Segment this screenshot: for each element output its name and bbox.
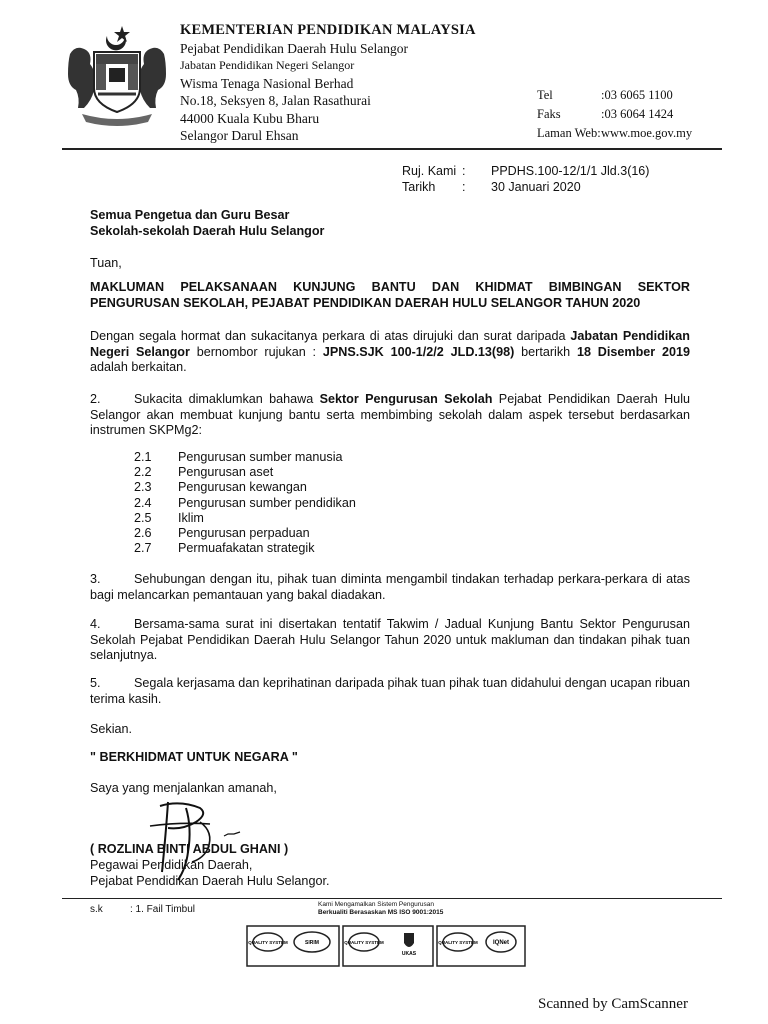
- date-colon: :: [462, 180, 466, 194]
- recipient-block: [90, 208, 324, 239]
- subject-heading: [90, 280, 690, 311]
- paragraph-3: [90, 572, 690, 603]
- ref-label: Ruj. Kami: [402, 164, 457, 178]
- p1-text: Dengan segala hormat dan sukacitanya perkara di atas dirujuki dan surat daripada: [90, 329, 571, 343]
- p5-text: Segala kerjasama dan keprihatinan daripada pihak tuan pihak tuan didahului dengan ucapan ribuan terima kasih.: [90, 676, 690, 706]
- paragraph-5: [90, 676, 690, 707]
- list-text: Pengurusan aset: [178, 465, 274, 480]
- tel-value: :03 6065 1100: [601, 88, 673, 102]
- list-item: [134, 450, 356, 465]
- sk-value: : 1. Fail Timbul: [130, 904, 196, 915]
- signer-name: ( ROZLINA BINTI ABDUL GHANI ): [90, 842, 289, 856]
- list-item: [134, 526, 356, 541]
- p1-bold-date: 18 Disember 2019: [576, 344, 691, 359]
- address-line: Selangor Darul Ehsan: [180, 128, 299, 143]
- badge-label: IQNet: [492, 940, 510, 946]
- organization-name: KEMENTERIAN PENDIDIKAN MALAYSIA: [180, 22, 476, 38]
- copy-to: [90, 904, 195, 915]
- salutation: Tuan,: [90, 256, 122, 270]
- badge-label: QUALITY SYSTEM: [344, 940, 384, 945]
- reference-block: [402, 163, 649, 195]
- list-item: [134, 496, 356, 511]
- paragraph-4: [90, 617, 690, 664]
- list-text: Pengurusan sumber manusia: [178, 450, 343, 464]
- list-item: [134, 480, 356, 495]
- list-text: Pengurusan sumber pendidikan: [178, 495, 356, 510]
- fax-label: Faks: [537, 107, 561, 121]
- date-label: Tarikh: [402, 180, 436, 194]
- p1-bold-department: Jabatan Pendidikan Negeri Selangor: [90, 329, 691, 359]
- motto: " BERKHIDMAT UNTUK NEGARA ": [90, 750, 298, 764]
- closing: Sekian.: [90, 722, 133, 736]
- ref-value: PPDHS.100-12/1/1 Jld.3(16): [491, 164, 650, 178]
- list-number: 2.4: [134, 495, 152, 510]
- para-number: 4.: [90, 617, 101, 631]
- list-number: 2.3: [134, 480, 152, 495]
- p3-text: Sehubungan dengan itu, pihak tuan diminta mengambil tindakan terhadap perkara-perkara di atas bagi melancarkan pemantauan yang bakal diadakan.: [90, 572, 690, 602]
- trust-line: Saya yang menjalankan amanah,: [90, 781, 277, 795]
- p1-text: bernombor rujukan :: [189, 344, 323, 359]
- iso-statement: [318, 901, 443, 917]
- para-number: 3.: [90, 572, 101, 586]
- address-line: Jabatan Pendidikan Negeri Selangor: [180, 58, 355, 72]
- list-text: Iklim: [178, 510, 204, 525]
- p1-text: adalah berkaitan.: [90, 360, 187, 375]
- date-value: 30 Januari 2020: [491, 180, 581, 194]
- address-line: 44000 Kuala Kubu Bharu: [180, 110, 320, 126]
- sk-label: s.k: [90, 904, 103, 915]
- list-number: 2.6: [134, 526, 152, 541]
- list-number: 2.2: [134, 465, 152, 480]
- p4-text: Bersama-sama surat ini disertakan tentatif Takwim / Jadual Kunjung Bantu Sektor Pengurusan Sekolah Pejabat Pendidikan Daerah Hulu Selangor Tahun 2020 untuk makluman dan tindakan pihak tuan selanjutnya.: [90, 617, 690, 663]
- p1-text: bertarikh: [514, 344, 577, 359]
- web-label: Laman Web:: [537, 126, 601, 140]
- list-text: Pengurusan perpaduan: [178, 526, 310, 541]
- certification-logos: [246, 925, 526, 979]
- signer-office: Pejabat Pendidikan Daerah Hulu Selangor.: [90, 874, 330, 888]
- badge-label: UKAS: [401, 951, 417, 957]
- signer-title: Pegawai Pendidikan Daerah,: [90, 858, 253, 872]
- iso-line: Berkualiti Berasaskan MS ISO 9001:2015: [318, 909, 444, 916]
- address-line: Pejabat Pendidikan Daerah Hulu Selangor: [180, 40, 408, 56]
- web-value: www.moe.gov.my: [601, 126, 693, 140]
- p2-text: Sukacita dimaklumkan bahawa: [134, 392, 320, 406]
- aspect-list: [134, 450, 356, 556]
- list-item: [134, 465, 356, 480]
- footer-divider: [62, 898, 722, 899]
- list-item: [134, 511, 356, 526]
- scanner-watermark: Scanned by CamScanner: [538, 996, 688, 1012]
- p2-text: Pejabat Pendidikan Daerah Hulu Selangor akan membuat kunjung bantu serta membimbing sekolah dalam aspek tersebut berdasarkan instrumen SKPMg2:: [90, 392, 690, 438]
- badge-label: QUALITY SYSTEM: [438, 940, 478, 945]
- badge-label: QUALITY SYSTEM: [248, 940, 288, 945]
- list-number: 2.5: [134, 510, 152, 525]
- ref-colon: :: [462, 164, 466, 178]
- recipient-line: Sekolah-sekolah Daerah Hulu Selangor: [90, 223, 325, 238]
- certification-badges-icon: [246, 925, 526, 979]
- para-number: 5.: [90, 676, 101, 690]
- address-line: Wisma Tenaga Nasional Berhad: [180, 75, 354, 91]
- list-text: Pengurusan kewangan: [178, 480, 307, 495]
- list-text: Permuafakatan strategik: [178, 541, 315, 556]
- list-item: [134, 541, 356, 556]
- address-line: No.18, Seksyen 8, Jalan Rasathurai: [180, 93, 371, 108]
- tel-label: Tel: [537, 88, 553, 102]
- badge-label: SIRIM: [305, 940, 319, 946]
- letterhead-address: [180, 22, 476, 145]
- recipient-line: Semua Pengetua dan Guru Besar: [90, 208, 290, 222]
- header-divider: [62, 148, 722, 150]
- para-number: 2.: [90, 392, 101, 406]
- fax-value: :03 6064 1424: [601, 107, 674, 121]
- p1-bold-reference: JPNS.SJK 100-1/2/2 JLD.13(98): [322, 344, 515, 359]
- coat-of-arms-icon: [62, 24, 172, 128]
- list-number: 2.1: [134, 450, 152, 464]
- subject-line: MAKLUMAN PELAKSANAAN KUNJUNG BANTU DAN KHIDMAT BIMBINGAN SEKTOR: [90, 280, 690, 294]
- iso-line: Kami Mengamalkan Sistem Pengurusan: [318, 901, 434, 908]
- subject-line: PENGURUSAN SEKOLAH, PEJABAT PENDIDIKAN DAERAH HULU SELANGOR TAHUN 2020: [90, 295, 641, 310]
- paragraph-2: [90, 392, 690, 439]
- list-number: 2.7: [134, 541, 152, 556]
- paragraph-1: [90, 329, 690, 376]
- p2-bold-sector: Sektor Pengurusan Sekolah: [319, 392, 493, 406]
- contact-block: [537, 86, 692, 143]
